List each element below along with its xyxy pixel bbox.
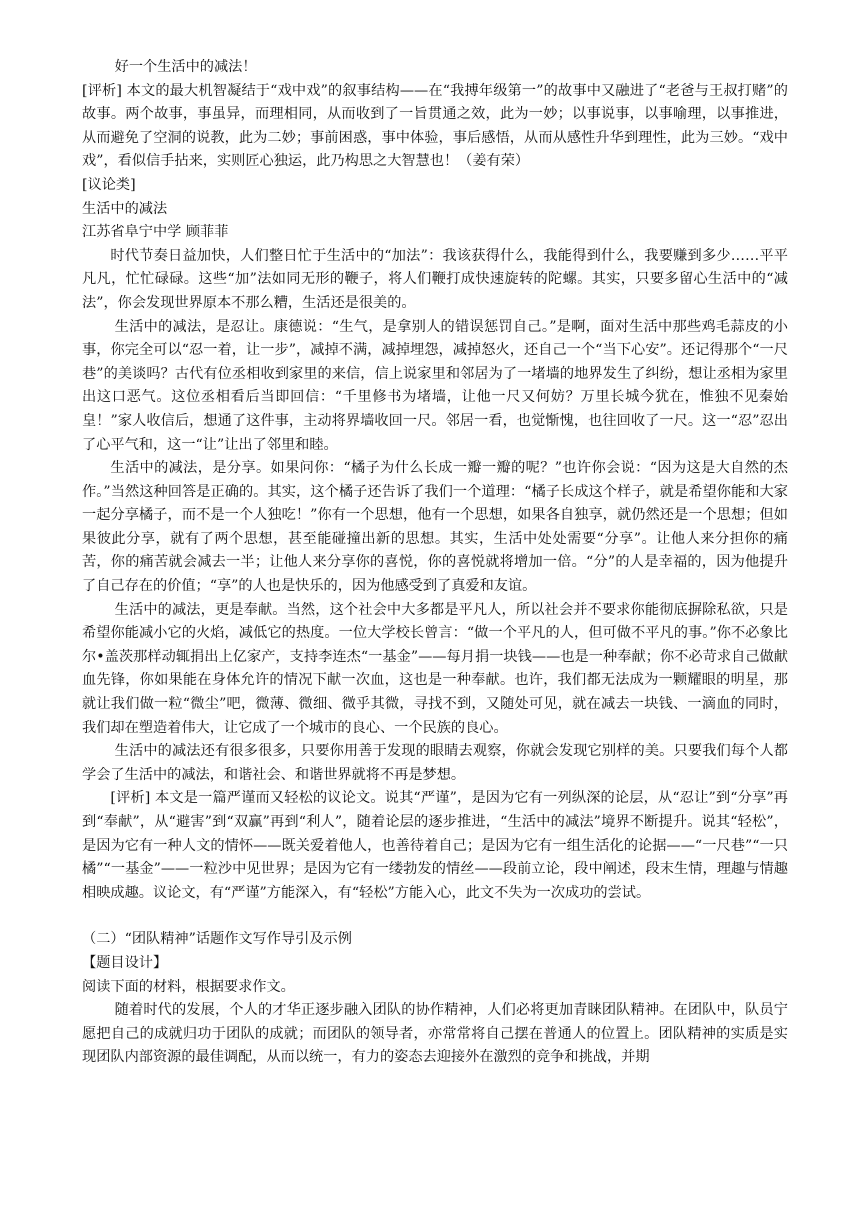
essay-paragraph: 生活中的减法还有很多很多，只要你用善于发现的眼睛去观察，你就会发现它别样的美。只要我们每个人都学会了生活中的减法，和谐社会、和谐世界就将不再是梦想。 — [82, 743, 788, 783]
section-gap — [82, 905, 788, 928]
category-label: [议论类] — [82, 176, 136, 193]
section-heading: （二）“团队精神”话题作文写作导引及示例 — [82, 931, 352, 948]
essay-paragraph: 生活中的减法，是忍让。康德说：“生气，是拿别人的错误惩罚自己。”是啊，面对生活中那些鸡毛蒜皮的小事，你完全可以“忍一着，让一步”，减掉不满，减掉埋怨，减掉怒火，还自己一个“当下心安”。还记得那个“一尺巷”的美谈吗？古代有位丞相收到家里的来信，信上说家里和邻居为了一堵墙的地界发生了纠纷，想让丞相为家里出这口恶气。这位丞相看后当即回信：“千里修书为堵墙，让他一尺又何妨？万里长城今犹在，惟独不见秦始皇！”家人收信后，想通了这件事，主动将界墙收回一尺。邻居一看，也觉惭愧，也往回收了一尺。这一“忍”忍出了心平气和，这一“让”让出了邻里和睦。 — [82, 318, 788, 453]
closing-line: 好一个生活中的减法！ — [114, 59, 257, 75]
essay-paragraph: 生活中的减法，更是奉献。当然，这个社会中大多都是平凡人，所以社会并不要求你能彻底摒除私欲，只是希望你能减小它的火焰，减低它的热度。一位大学校长曾言：“做一个平凡的人，但可做不平凡的事。”你不必象比尔•盖茨那样动辄捐出上亿家产，支持李连杰“一基金”——每月捐一块钱——也是一种奉献；你不必苛求自己做献血先锋，你如果能在身体允许的情况下献一次血，这也是一种奉献。也许，我们都无法成为一颗耀眼的明星，那就让我们做一粒“微尘”吧，微薄、微细、微乎其微，寻找不到，又随处可见，就在减去一块钱、一滴血的同时，我们却在塑造着伟大，让它成了一个城市的良心、一个民族的良心。 — [82, 601, 788, 736]
essay-author: 江苏省阜宁中学 顾菲菲 — [82, 224, 229, 241]
essay-title: 生活中的减法 — [82, 200, 168, 217]
subsection-heading: 【题目设计】 — [82, 954, 168, 971]
material-paragraph: 随着时代的发展，个人的才华正逐步融入团队的协作精神，人们必将更加青睐团队精神。在团队中，队员宁愿把自己的成就归功于团队的成就；而团队的领导者，亦常常将自己摆在普通人的位置上。团队精神的实质是实现团队内部资源的最佳调配，从而以统一，有力的姿态去迎接外在激烈的竞争和挑战，并期 — [82, 1002, 788, 1066]
commentary-paragraph: [评析] 本文是一篇严谨而又轻松的议论文。说其“严谨”，是因为它有一列纵深的论层，从“忍让”到“分享”再到“奉献”，从“避害”到“双赢”再到“利人”，随着论层的逐步推进，“生活中的减法”境界不断提升。说其“轻松”，是因为它有一种人文的情怀——既关爱着他人，也善待着自己；是因为它有一组生活化的论据——“一尺巷”“一只橘”“一基金”——一粒沙中见世界；是因为它有一缕勃发的情丝——段前立论，段中阐述，段末生情，理趣与情趣相映成趣。议论文，有“严谨”方能深入，有“轻松”方能入心，此文不失为一次成功的尝试。 — [82, 790, 788, 901]
instruction-line: 阅读下面的材料，根据要求作文。 — [82, 978, 295, 995]
essay-paragraph: 时代节奏日益加快，人们整日忙于生活中的“加法”：我该获得什么，我能得到什么，我要赚到多少……平平凡凡，忙忙碌碌。这些“加”法如同无形的鞭子，将人们鞭打成快速旋转的陀螺。其实，只要多留心生活中的“减法”，你会发现世界原本不那么糟，生活还是很美的。 — [82, 247, 788, 311]
essay-paragraph: 生活中的减法，是分享。如果问你：“橘子为什么长成一瓣一瓣的呢？”也许你会说：“因为这是大自然的杰作。”当然这种回答是正确的。其实，这个橘子还告诉了我们一个道理：“橘子长成这个样子，就是希望你能和大家一起分享橘子，而不是一个人独吃！”你有一个思想，他有一个思想，如果各自独享，就仍然还是一个思想；但如果彼此分享，就有了两个思想，甚至能碰撞出新的思想。其实，生活中处处需要“分享”。让他人来分担你的痛苦，你的痛苦就会减去一半；让他人来分享你的喜悦，你的喜悦就将增加一倍。“分”的人是幸福的，因为他提升了自己存在的价值；“享”的人也是快乐的，因为他感受到了真爱和友谊。 — [82, 460, 788, 595]
commentary-paragraph: [评析] 本文的最大机智凝结于“戏中戏”的叙事结构——在“我搏年级第一”的故事中又融进了“老爸与王叔打赌”的故事。两个故事，事虽异，而理相同，从而收到了一旨贯通之效，此为一妙；以事说事，以事喻理，以事推进，从而避免了空洞的说教，此为二妙；事前困惑，事中体验，事后感悟，从而从感性升华到理性，此为三妙。“戏中戏”，看似信手拈来，实则匠心独运，此乃构思之大智慧也！（姜有荣） — [82, 82, 788, 170]
